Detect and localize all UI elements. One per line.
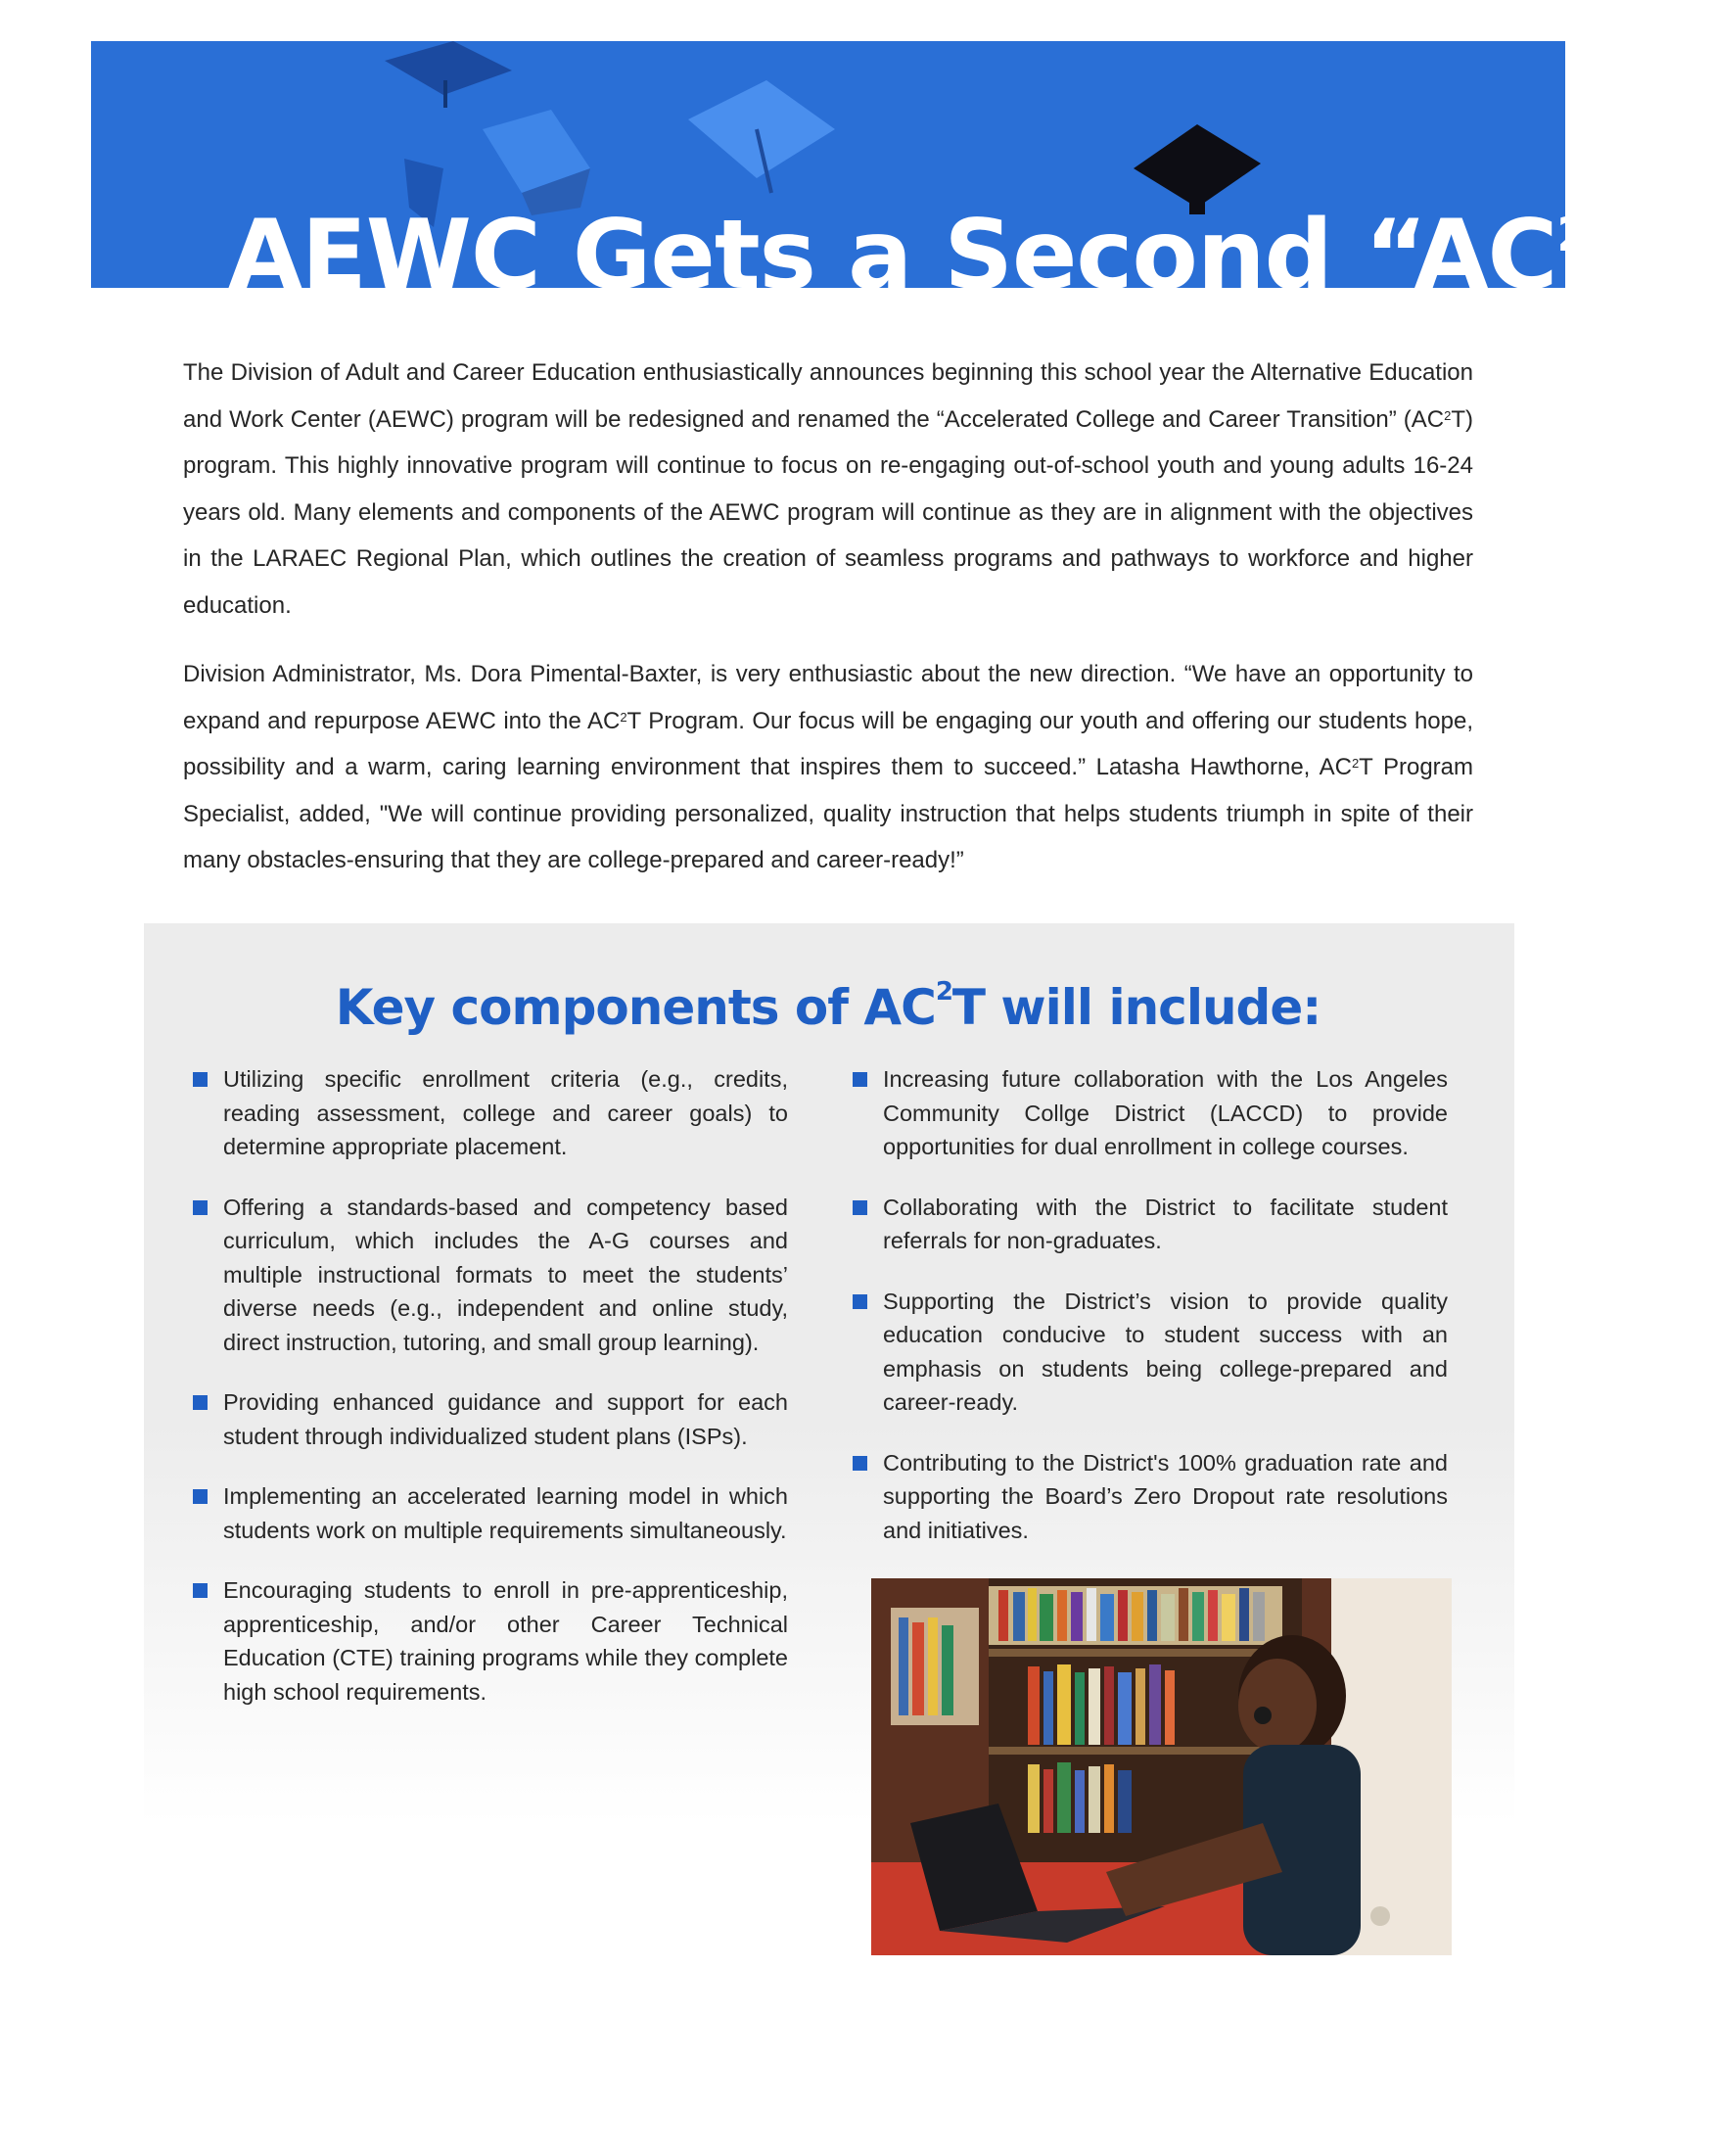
header-banner: [91, 41, 1715, 311]
list-item: Collaborating with the District to facilitate student referrals for non-graduates.: [853, 1191, 1448, 1258]
key-components-title: Key components of $AC^2T$ will include:: [335, 977, 1321, 1036]
intro-paragraph-2: Division Administrator, Ms. Dora Pimental-Baxter, is very enthusiastic about the new direction. “We have an opportunity to expand and repurpose AEWC into the $AC^2T$ Program. Our focus will be engaging our youth and offering our students hope, possibility and a warm, caring learning environment that inspires them to succeed.” Latasha Hawthorne, $AC^2T$ Program Specialist, added, "We will continue providing personalized, quality instruction that helps students triumph in spite of their many obstacles-ensuring that they are college-prepared and career-ready!”: [183, 661, 1474, 873]
list-item: Offering a standards-based and competency based curriculum, which includes the A-G courses and multiple instructional formats to meet the students’ diverse needs (e.g., independent and online study, direct instruction, tutoring, and small group learning).: [193, 1191, 788, 1360]
bullet-square-icon: [193, 1395, 208, 1410]
bullet-square-icon: [853, 1456, 867, 1471]
list-item: Implementing an accelerated learning model in which students work on multiple requirements simultaneously.: [193, 1479, 788, 1547]
student-laptop-illustration: [871, 1578, 1452, 1955]
key-components-left-list: [193, 1062, 788, 1735]
bullet-square-icon: [853, 1200, 867, 1215]
intro-paragraph-1: The Division of Adult and Career Education enthusiastically announces beginning this school year the Alternative Education and Work Center (AEWC) program will be redesigned and renamed the “Accelerated College and Career Transition” $(AC^2T)$ program. This highly innovative program will continue to focus on re-engaging out-of-school youth and young adults 16-24 years old. Many elements and components of the AEWC program will continue as they are in alignment with the objectives in the LARAEC Regional Plan, which outlines the creation of seamless programs and pathways to workforce and higher education.: [183, 359, 1473, 619]
bullet-square-icon: [193, 1583, 208, 1598]
student-photo: [871, 1578, 1452, 1955]
bullet-square-icon: [193, 1200, 208, 1215]
list-item: Encouraging students to enroll in pre-apprenticeship, apprenticeship, and/or other Career Technical Education (CTE) training programs while they complete high school requirements.: [193, 1573, 788, 1709]
bullet-square-icon: [853, 1072, 867, 1087]
list-item: Increasing future collaboration with the Los Angeles Community Collge District (LACCD) to provide opportunities for dual enrollment in college courses.: [853, 1062, 1448, 1164]
bullet-square-icon: [193, 1072, 208, 1087]
list-item: Contributing to the District's 100% graduation rate and supporting the Board’s Zero Dropout rate resolutions and initiatives.: [853, 1446, 1448, 1548]
banner-title: AEWC Gets a Second “$AC^2T$”: [228, 200, 1715, 311]
key-components-right-list: [853, 1062, 1448, 1573]
bullet-square-icon: [853, 1294, 867, 1309]
intro-text: [183, 350, 1473, 907]
list-item: Providing enhanced guidance and support for each student through individualized student plans (ISPs).: [193, 1385, 788, 1453]
bullet-square-icon: [193, 1489, 208, 1504]
list-item: Supporting the District’s vision to provide quality education conducive to student success with an emphasis on students being college-prepared and career-ready.: [853, 1285, 1448, 1420]
list-item: Utilizing specific enrollment criteria (e.g., credits, reading assessment, college and career goals) to determine appropriate placement.: [193, 1062, 788, 1164]
graduation-cap-icon: [678, 61, 845, 198]
